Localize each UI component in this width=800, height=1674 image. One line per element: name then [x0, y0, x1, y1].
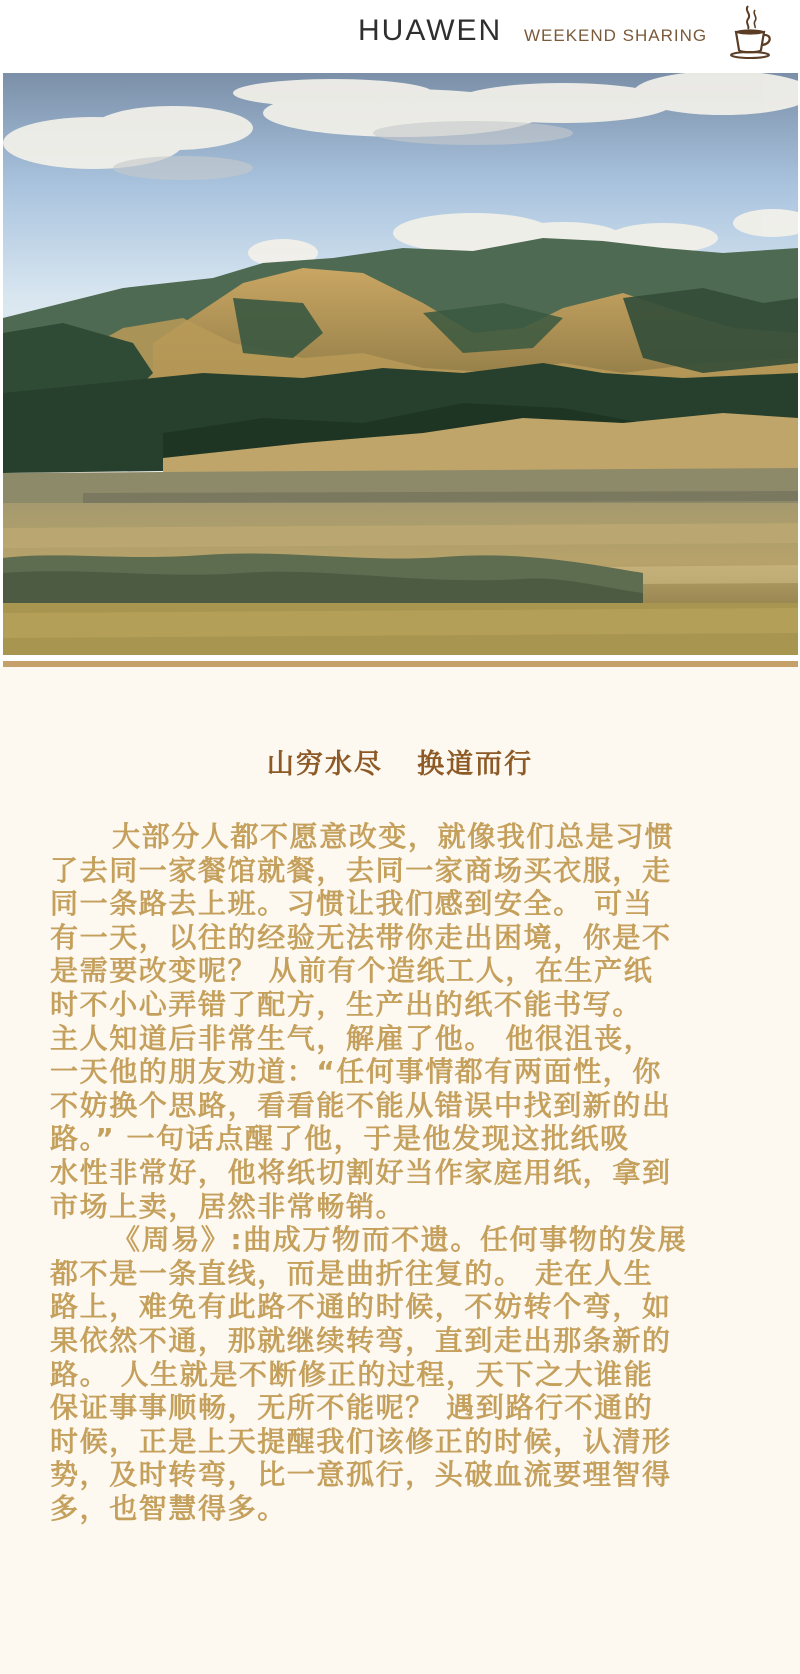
article-line: 水性非常好，他将纸切割好当作家庭用纸，拿到	[50, 1155, 672, 1189]
page-header	[0, 0, 800, 70]
article-line: 势，及时转弯，比一意孤行，头破血流要理智得	[50, 1458, 672, 1492]
article-line: 路。 人生就是不断修正的过程，天下之大谁能	[50, 1357, 654, 1391]
article-line: 路。” 一句话点醒了他，于是他发现这批纸吸	[50, 1122, 630, 1156]
article-line: 时不小心弄错了配方，生产出的纸不能书写。	[50, 987, 643, 1021]
article-line: 了去同一家餐馆就餐，去同一家商场买衣服，走	[50, 853, 672, 887]
article-line: 是需要改变呢？ 从前有个造纸工人，在生产纸	[50, 954, 654, 988]
article-line: 果依然不通，那就继续转弯，直到走出那条新的	[50, 1323, 672, 1357]
article-line: 不妨换个思路，看看能不能从错误中找到新的出	[50, 1088, 672, 1122]
article-section	[0, 667, 800, 1674]
article-line: 一天他的朋友劝道：“任何事情都有两面性，你	[50, 1055, 663, 1089]
article-line: 路上，难免有此路不通的时候，不妨转个弯，如	[50, 1290, 672, 1324]
landscape-photo	[3, 73, 798, 667]
coffee-cup-icon	[728, 2, 776, 60]
article-line: 多，也智慧得多。	[50, 1491, 287, 1525]
article-body	[50, 820, 762, 1525]
article-title: 山穷水尽 换道而行	[266, 749, 534, 780]
brand-subtitle: WEEKEND SHARING	[524, 26, 708, 45]
article-line: 都不是一条直线，而是曲折往复的。 走在人生	[50, 1256, 654, 1290]
article-line: 市场上卖，居然非常畅销。	[50, 1189, 406, 1223]
article-line: 主人知道后非常生气，解雇了他。 他很沮丧，	[50, 1021, 654, 1055]
article-line: 《周易》:曲成万物而不遗。任何事物的发展	[112, 1223, 688, 1257]
brand-name: HUAWEN	[358, 14, 503, 47]
landscape-illustration	[3, 73, 798, 655]
article-line: 时候，正是上天提醒我们该修正的时候，认清形	[50, 1424, 672, 1458]
article-line: 有一天，以往的经验无法带你走出困境，你是不	[50, 920, 672, 954]
article-line: 大部分人都不愿意改变，就像我们总是习惯	[112, 820, 675, 853]
article-line: 同一条路去上班。习惯让我们感到安全。 可当	[50, 887, 654, 921]
article-line: 保证事事顺畅，无所不能呢？ 遇到路行不通的	[50, 1391, 654, 1425]
